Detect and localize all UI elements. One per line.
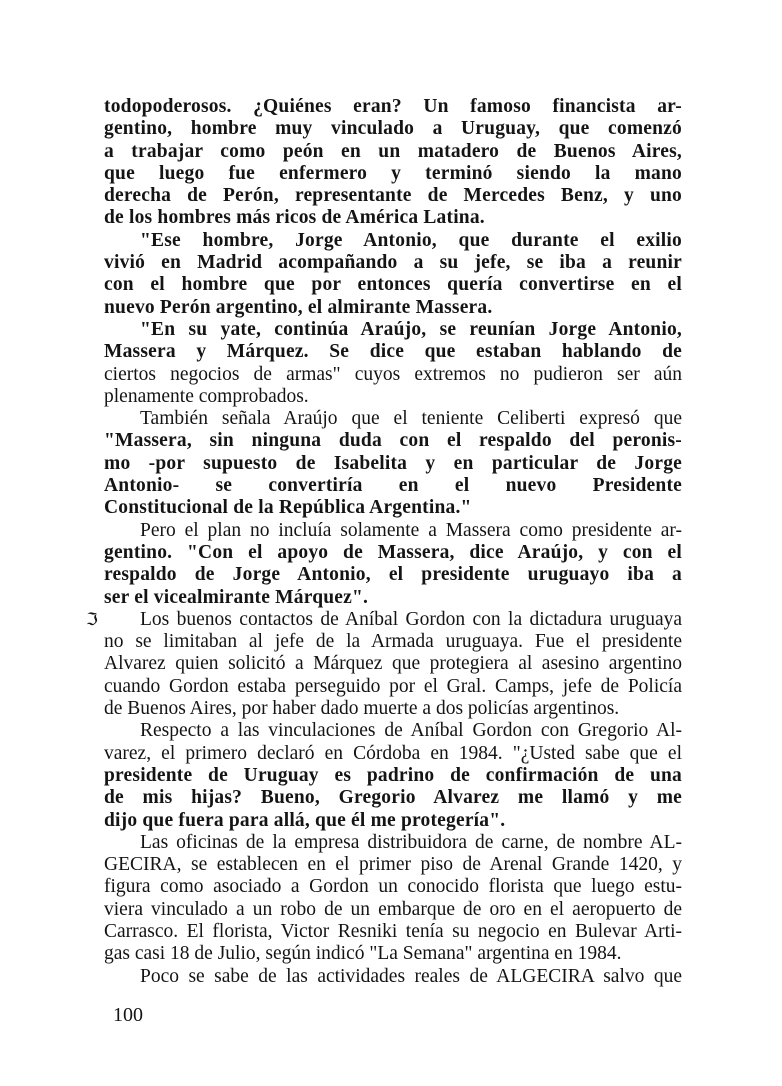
body-text	[86, 96, 682, 988]
text-line	[86, 608, 682, 631]
text-line: viera vinculado a un robo de un embarque de oro en el aeropuerto de	[104, 898, 682, 920]
text-line: a trabajar como peón en un matadero de Buenos Aires,	[104, 140, 682, 162]
margin-mark: ℑ	[86, 609, 98, 629]
text-line: no se limitaban al jefe de la Armada uruguaya. Fue el presidente	[104, 631, 682, 653]
text-line: varez, el primero declaró en Córdoba en 1984. "¿Usted sabe que el	[104, 742, 682, 764]
text-line: "Ese hombre, Jorge Antonio, que durante el exilio	[140, 229, 682, 251]
text-line: figura como asociado a Gordon un conocido florista que luego estu-	[104, 876, 682, 898]
text-line: ser el vicealmirante Márquez".	[104, 586, 369, 608]
text-line: vivió en Madrid acompañando a su jefe, se iba a reunir	[104, 252, 682, 274]
text-line: nuevo Perón argentino, el almirante Massera.	[104, 296, 493, 318]
text-line: con el hombre que por entonces quería convertirse en el	[104, 274, 682, 296]
text-line: de Buenos Aires, por haber dado muerte a dos policías argentinos.	[104, 698, 620, 720]
text-line: Carrasco. El florista, Victor Resniki tenía su negocio en Bulevar Arti-	[104, 920, 682, 942]
text-line: de los hombres más ricos de América Latina.	[104, 207, 485, 229]
text-line: Poco se sabe de las actividades reales de ALGECIRA salvo que	[140, 965, 682, 987]
text-line: gentino, hombre muy vinculado a Uruguay, que comenzó	[104, 118, 682, 140]
text-line: dijo que fuera para allá, que él me protegería".	[104, 809, 506, 831]
text-line: mo -por supuesto de Isabelita y en particular de Jorge	[104, 452, 682, 474]
text-line: presidente de Uruguay es padrino de confirmación de una	[104, 764, 682, 786]
page-number: 100	[113, 1004, 143, 1026]
text-line: "Massera, sin ninguna duda con el respaldo del peronis-	[104, 430, 682, 452]
text-line: respaldo de Jorge Antonio, el presidente uruguayo iba a	[104, 564, 682, 586]
text-line-content: Los buenos contactos de Aníbal Gordon con la dictadura uruguaya	[140, 608, 682, 630]
text-line: Massera y Márquez. Se dice que estaban hablando de	[104, 341, 682, 363]
text-line: GECIRA, se establecen en el primer piso de Arenal Grande 1420, y	[104, 854, 682, 876]
text-line: plenamente comprobados.	[104, 385, 309, 407]
text-line: ciertos negocios de armas" cuyos extremos no pudieron ser aún	[104, 363, 682, 385]
text-line: Alvarez quien solicitó a Márquez que protegiera al asesino argentino	[104, 653, 682, 675]
text-line: Antonio- se convertiría en el nuevo Presidente	[104, 475, 682, 497]
text-line: Las oficinas de la empresa distribuidora de carne, de nombre AL-	[140, 831, 682, 853]
text-line: Pero el plan no incluía solamente a Massera como presidente ar-	[140, 519, 682, 541]
text-line: derecha de Perón, representante de Mercedes Benz, y uno	[104, 185, 682, 207]
text-line: Respecto a las vinculaciones de Aníbal Gordon con Gregorio Al-	[140, 720, 682, 742]
text-line: "En su yate, continúa Araújo, se reunían Jorge Antonio,	[140, 318, 682, 340]
text-line: todopoderosos. ¿Quiénes eran? Un famoso financista ar-	[104, 96, 682, 117]
text-line: que luego fue enfermero y terminó siendo la mano	[104, 162, 682, 184]
text-line: También señala Araújo que el teniente Celiberti expresó que	[140, 408, 682, 430]
text-line: cuando Gordon estaba perseguido por el Gral. Camps, jefe de Policía	[104, 675, 682, 697]
text-line: de mis hijas? Bueno, Gregorio Alvarez me llamó y me	[104, 787, 682, 809]
text-line: gas casi 18 de Julio, según indicó "La Semana" argentina en 1984.	[104, 943, 622, 965]
text-line: gentino. "Con el apoyo de Massera, dice Araújo, y con el	[104, 541, 682, 563]
text-line: Constitucional de la República Argentina."	[104, 497, 472, 519]
